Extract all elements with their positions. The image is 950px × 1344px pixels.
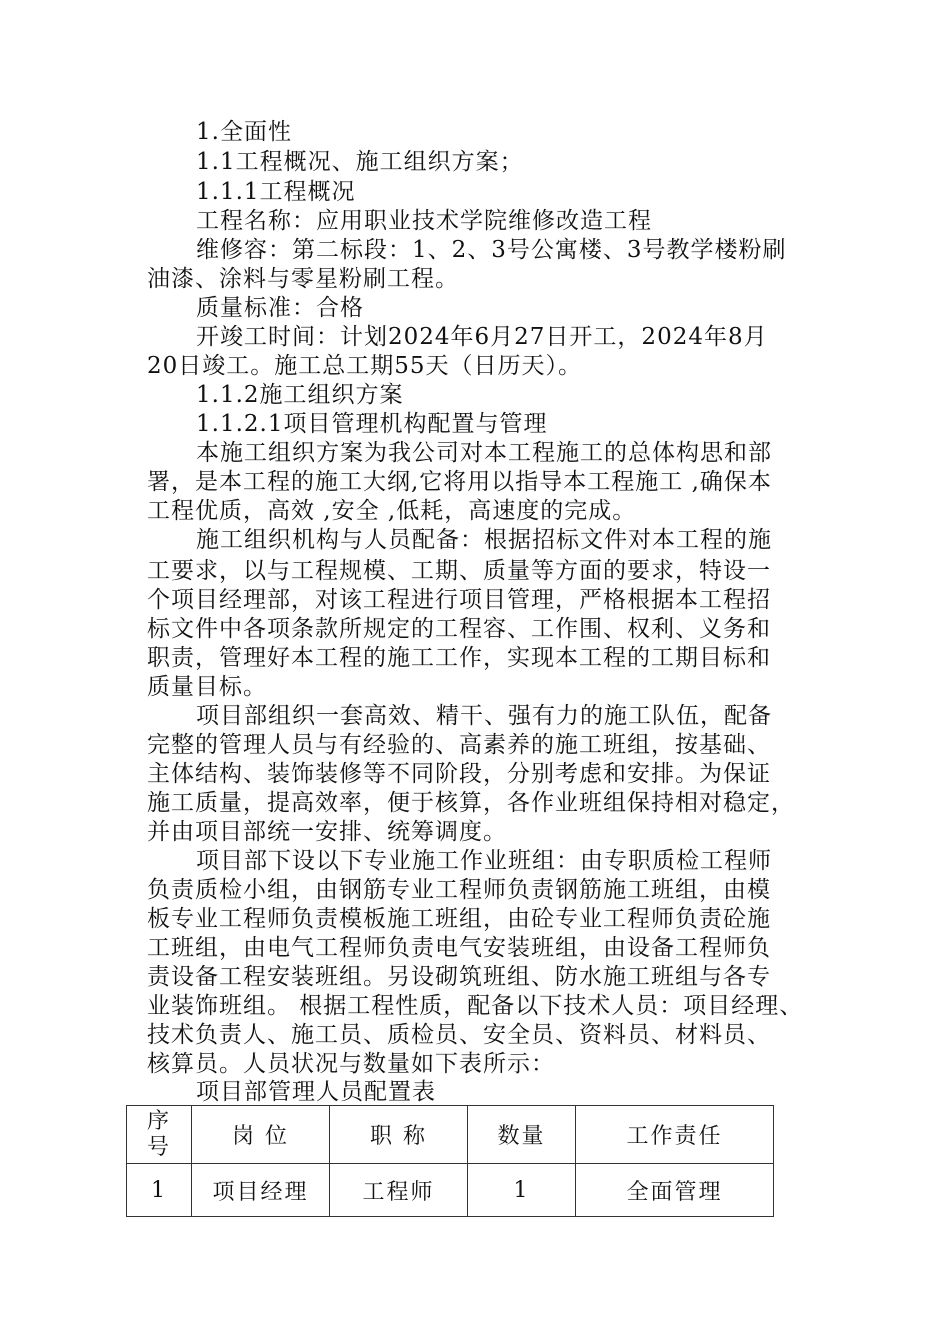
paragraph-line: 施工组织机构与人员配备：根据招标文件对本工程的施 [196, 527, 772, 553]
heading-construction-plan: 1.1.2施工组织方案 [196, 382, 404, 408]
paragraph-line: 标文件中各项条款所规定的工程容、工作围、权利、义务和 [147, 616, 771, 642]
paragraph-line: 署，是本工程的施工大纲,它将用以指导本工程施工 ,确保本 [147, 469, 772, 495]
paragraph-line: 主体结构、装饰装修等不同阶段，分别考虑和安排。为保证 [147, 761, 771, 787]
heading-project-overview-plan: 1.1工程概况、施工组织方案； [196, 149, 524, 175]
header-duty: 工作责任 [576, 1106, 774, 1164]
quality-standard: 质量标准：合格 [196, 295, 364, 321]
heading-comprehensiveness: 1.全面性 [196, 119, 292, 145]
cell-title: 工程师 [330, 1164, 468, 1217]
paragraph-line: 个项目经理部，对该工程进行项目管理，严格根据本工程招 [147, 587, 771, 613]
paragraph-line: 施工质量，提高效率，便于核算，各作业班组保持相对稳定， [147, 790, 795, 816]
maintenance-scope: 维修容：第二标段：1、2、3号公寓楼、3号教学楼粉刷 [196, 237, 787, 263]
project-name: 工程名称：应用职业技术学院维修改造工程 [196, 208, 652, 234]
cell-seq: 1 [127, 1164, 192, 1217]
paragraph-line: 技术负责人、施工员、质检员、安全员、资料员、材料员、 [147, 1022, 771, 1048]
schedule-cont: 20日竣工。施工总工期55天（日历天）。 [147, 353, 583, 379]
header-seq-line1: 序 [146, 1108, 171, 1134]
header-post: 岗 位 [192, 1106, 330, 1164]
table-row [127, 1164, 774, 1217]
paragraph-line: 本施工组织方案为我公司对本工程施工的总体构思和部 [196, 440, 772, 466]
paragraph-line: 完整的管理人员与有经验的、高素养的施工班组，按基础、 [147, 732, 771, 758]
header-seq-line2: 号 [146, 1134, 171, 1160]
paragraph-line: 工要求，以与工程规模、工期、质量等方面的要求，特设一 [147, 558, 771, 584]
heading-management-organization: 1.1.2.1项目管理机构配置与管理 [196, 411, 548, 437]
paragraph-line: 负责质检小组，由钢筋专业工程师负责钢筋施工班组，由模 [147, 877, 771, 903]
paragraph-line: 工程优质，高效 ,安全 ,低耗，高速度的完成。 [147, 498, 637, 524]
staff-config-table [126, 1105, 774, 1217]
header-count: 数量 [468, 1106, 576, 1164]
cell-post: 项目经理 [192, 1164, 330, 1217]
heading-project-overview: 1.1.1工程概况 [196, 179, 356, 205]
paragraph-line: 项目部下设以下专业施工作业班组：由专职质检工程师 [196, 848, 772, 874]
paragraph-line: 项目部组织一套高效、精干、强有力的施工队伍，配备 [196, 703, 772, 729]
paragraph-line: 职责，管理好本工程的施工工作，实现本工程的工期目标和 [147, 645, 771, 671]
schedule: 开竣工时间：计划2024年6月27日开工，2024年8月 [196, 324, 768, 350]
paragraph-line: 核算员。人员状况与数量如下表所示： [147, 1051, 555, 1077]
cell-duty: 全面管理 [576, 1164, 774, 1217]
table-caption: 项目部管理人员配置表 [196, 1079, 436, 1105]
paragraph-line: 质量目标。 [147, 674, 267, 700]
header-seq [127, 1106, 192, 1164]
paragraph-line: 板专业工程师负责模板施工班组，由砼专业工程师负责砼施 [147, 906, 771, 932]
paragraph-line: 并由项目部统一安排、统筹调度。 [147, 819, 507, 845]
paragraph-line: 业装饰班组。 根据工程性质，配备以下技术人员：项目经理、 [147, 993, 804, 1019]
table-header-row [127, 1106, 774, 1164]
paragraph-line: 责设备工程安装班组。另设砌筑班组、防水施工班组与各专 [147, 964, 771, 990]
header-title: 职 称 [330, 1106, 468, 1164]
paragraph-line: 工班组，由电气工程师负责电气安装班组，由设备工程师负 [147, 935, 771, 961]
cell-count: 1 [468, 1164, 576, 1217]
maintenance-scope-cont: 油漆、涂料与零星粉刷工程。 [147, 266, 459, 292]
